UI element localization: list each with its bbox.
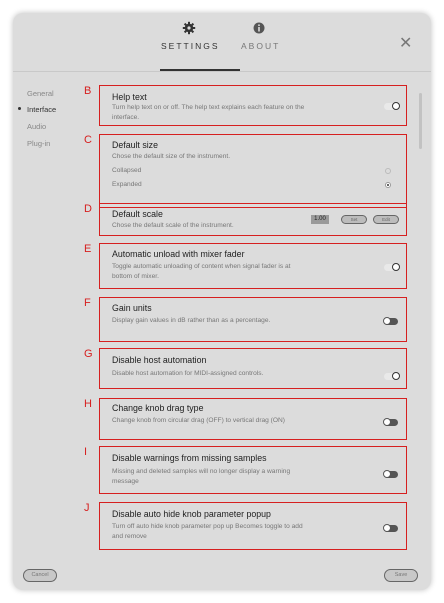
setting-title: Gain units <box>112 303 152 313</box>
setting-description: Display gain values in dB rather than as a percentage. <box>112 317 271 324</box>
sidebar-item-interface[interactable]: Interface <box>27 105 57 114</box>
edit-button[interactable]: Edit <box>373 215 399 224</box>
close-icon[interactable]: ✕ <box>399 35 413 52</box>
option-collapsed-label: Collapsed <box>112 167 142 174</box>
setting-automatic-unload <box>99 243 407 289</box>
option-expanded-label: Expanded <box>112 181 142 188</box>
toggle-knob <box>383 317 391 325</box>
automatic-unload-toggle[interactable] <box>384 264 398 271</box>
setting-description: Missing and deleted samples will no longer display a warning message <box>112 468 291 485</box>
set-button[interactable]: Set <box>341 215 367 224</box>
settings-window <box>13 13 431 590</box>
knob-drag-type-toggle[interactable] <box>384 419 398 426</box>
marker-f: F <box>84 297 91 309</box>
setting-description: Chose the default size of the instrument. <box>112 153 231 160</box>
disable-host-automation-toggle[interactable] <box>384 373 398 380</box>
setting-title: Change knob drag type <box>112 403 204 413</box>
sidebar-item-plug-in[interactable]: Plug-in <box>27 139 51 148</box>
toggle-knob <box>383 418 391 426</box>
sidebar-item-audio[interactable]: Audio <box>27 122 47 131</box>
setting-description: Chose the default scale of the instrument. <box>112 222 234 229</box>
marker-g: G <box>84 348 93 360</box>
sidebar-item-general[interactable]: General <box>27 89 54 98</box>
save-button[interactable]: Save <box>384 569 418 582</box>
gain-units-toggle[interactable] <box>384 318 398 325</box>
toggle-knob <box>383 524 391 532</box>
marker-e: E <box>84 243 92 255</box>
option-collapsed-radio[interactable] <box>385 168 391 174</box>
setting-title: Help text <box>112 92 147 102</box>
setting-title: Automatic unload with mixer fader <box>112 249 245 259</box>
auto-hide-knob-popup-toggle[interactable] <box>384 525 398 532</box>
tab-about-label: ABOUT <box>241 41 281 51</box>
marker-i: I <box>84 446 88 458</box>
marker-d: D <box>84 203 92 215</box>
setting-disable-auto-hide-knob-popup <box>99 502 407 550</box>
setting-default-size <box>99 134 407 208</box>
setting-description: Toggle automatic unloading of content when signal fader is at bottom of mixer. <box>112 263 291 280</box>
setting-default-scale <box>99 203 407 236</box>
setting-description: Change knob from circular drag (OFF) to vertical drag (ON) <box>112 417 285 424</box>
setting-title: Default size <box>112 140 158 150</box>
option-expanded-radio[interactable] <box>385 182 391 188</box>
setting-title: Disable warnings from missing samples <box>112 453 267 463</box>
toggle-knob <box>392 263 400 271</box>
setting-disable-missing-sample-warnings <box>99 446 407 494</box>
setting-help-text <box>99 85 407 126</box>
scale-value-field[interactable]: 1.00 <box>311 215 329 224</box>
marker-c: C <box>84 134 92 146</box>
setting-description: Turn off auto hide knob parameter pop up Becomes toggle to add and remove <box>112 523 303 540</box>
toggle-knob <box>392 102 400 110</box>
marker-h: H <box>84 398 92 410</box>
toggle-knob <box>392 372 400 380</box>
help-text-toggle[interactable] <box>384 103 398 110</box>
marker-b: B <box>84 85 92 97</box>
tab-settings-label: SETTINGS <box>161 41 220 51</box>
setting-title: Disable auto hide knob parameter popup <box>112 509 271 519</box>
setting-description: Disable host automation for MIDI-assigned controls. <box>112 370 264 377</box>
missing-sample-warnings-toggle[interactable] <box>384 471 398 478</box>
marker-j: J <box>84 502 90 514</box>
setting-description: Turn help text on or off. The help text explains each feature on the interface. <box>112 104 305 121</box>
setting-change-knob-drag-type <box>99 398 407 440</box>
toggle-knob <box>383 470 391 478</box>
setting-title: Default scale <box>112 209 163 219</box>
setting-title: Disable host automation <box>112 355 207 365</box>
settings-list <box>13 13 431 590</box>
setting-disable-host-automation <box>99 348 407 389</box>
setting-gain-units <box>99 297 407 342</box>
cancel-button[interactable]: Cancel <box>23 569 57 582</box>
